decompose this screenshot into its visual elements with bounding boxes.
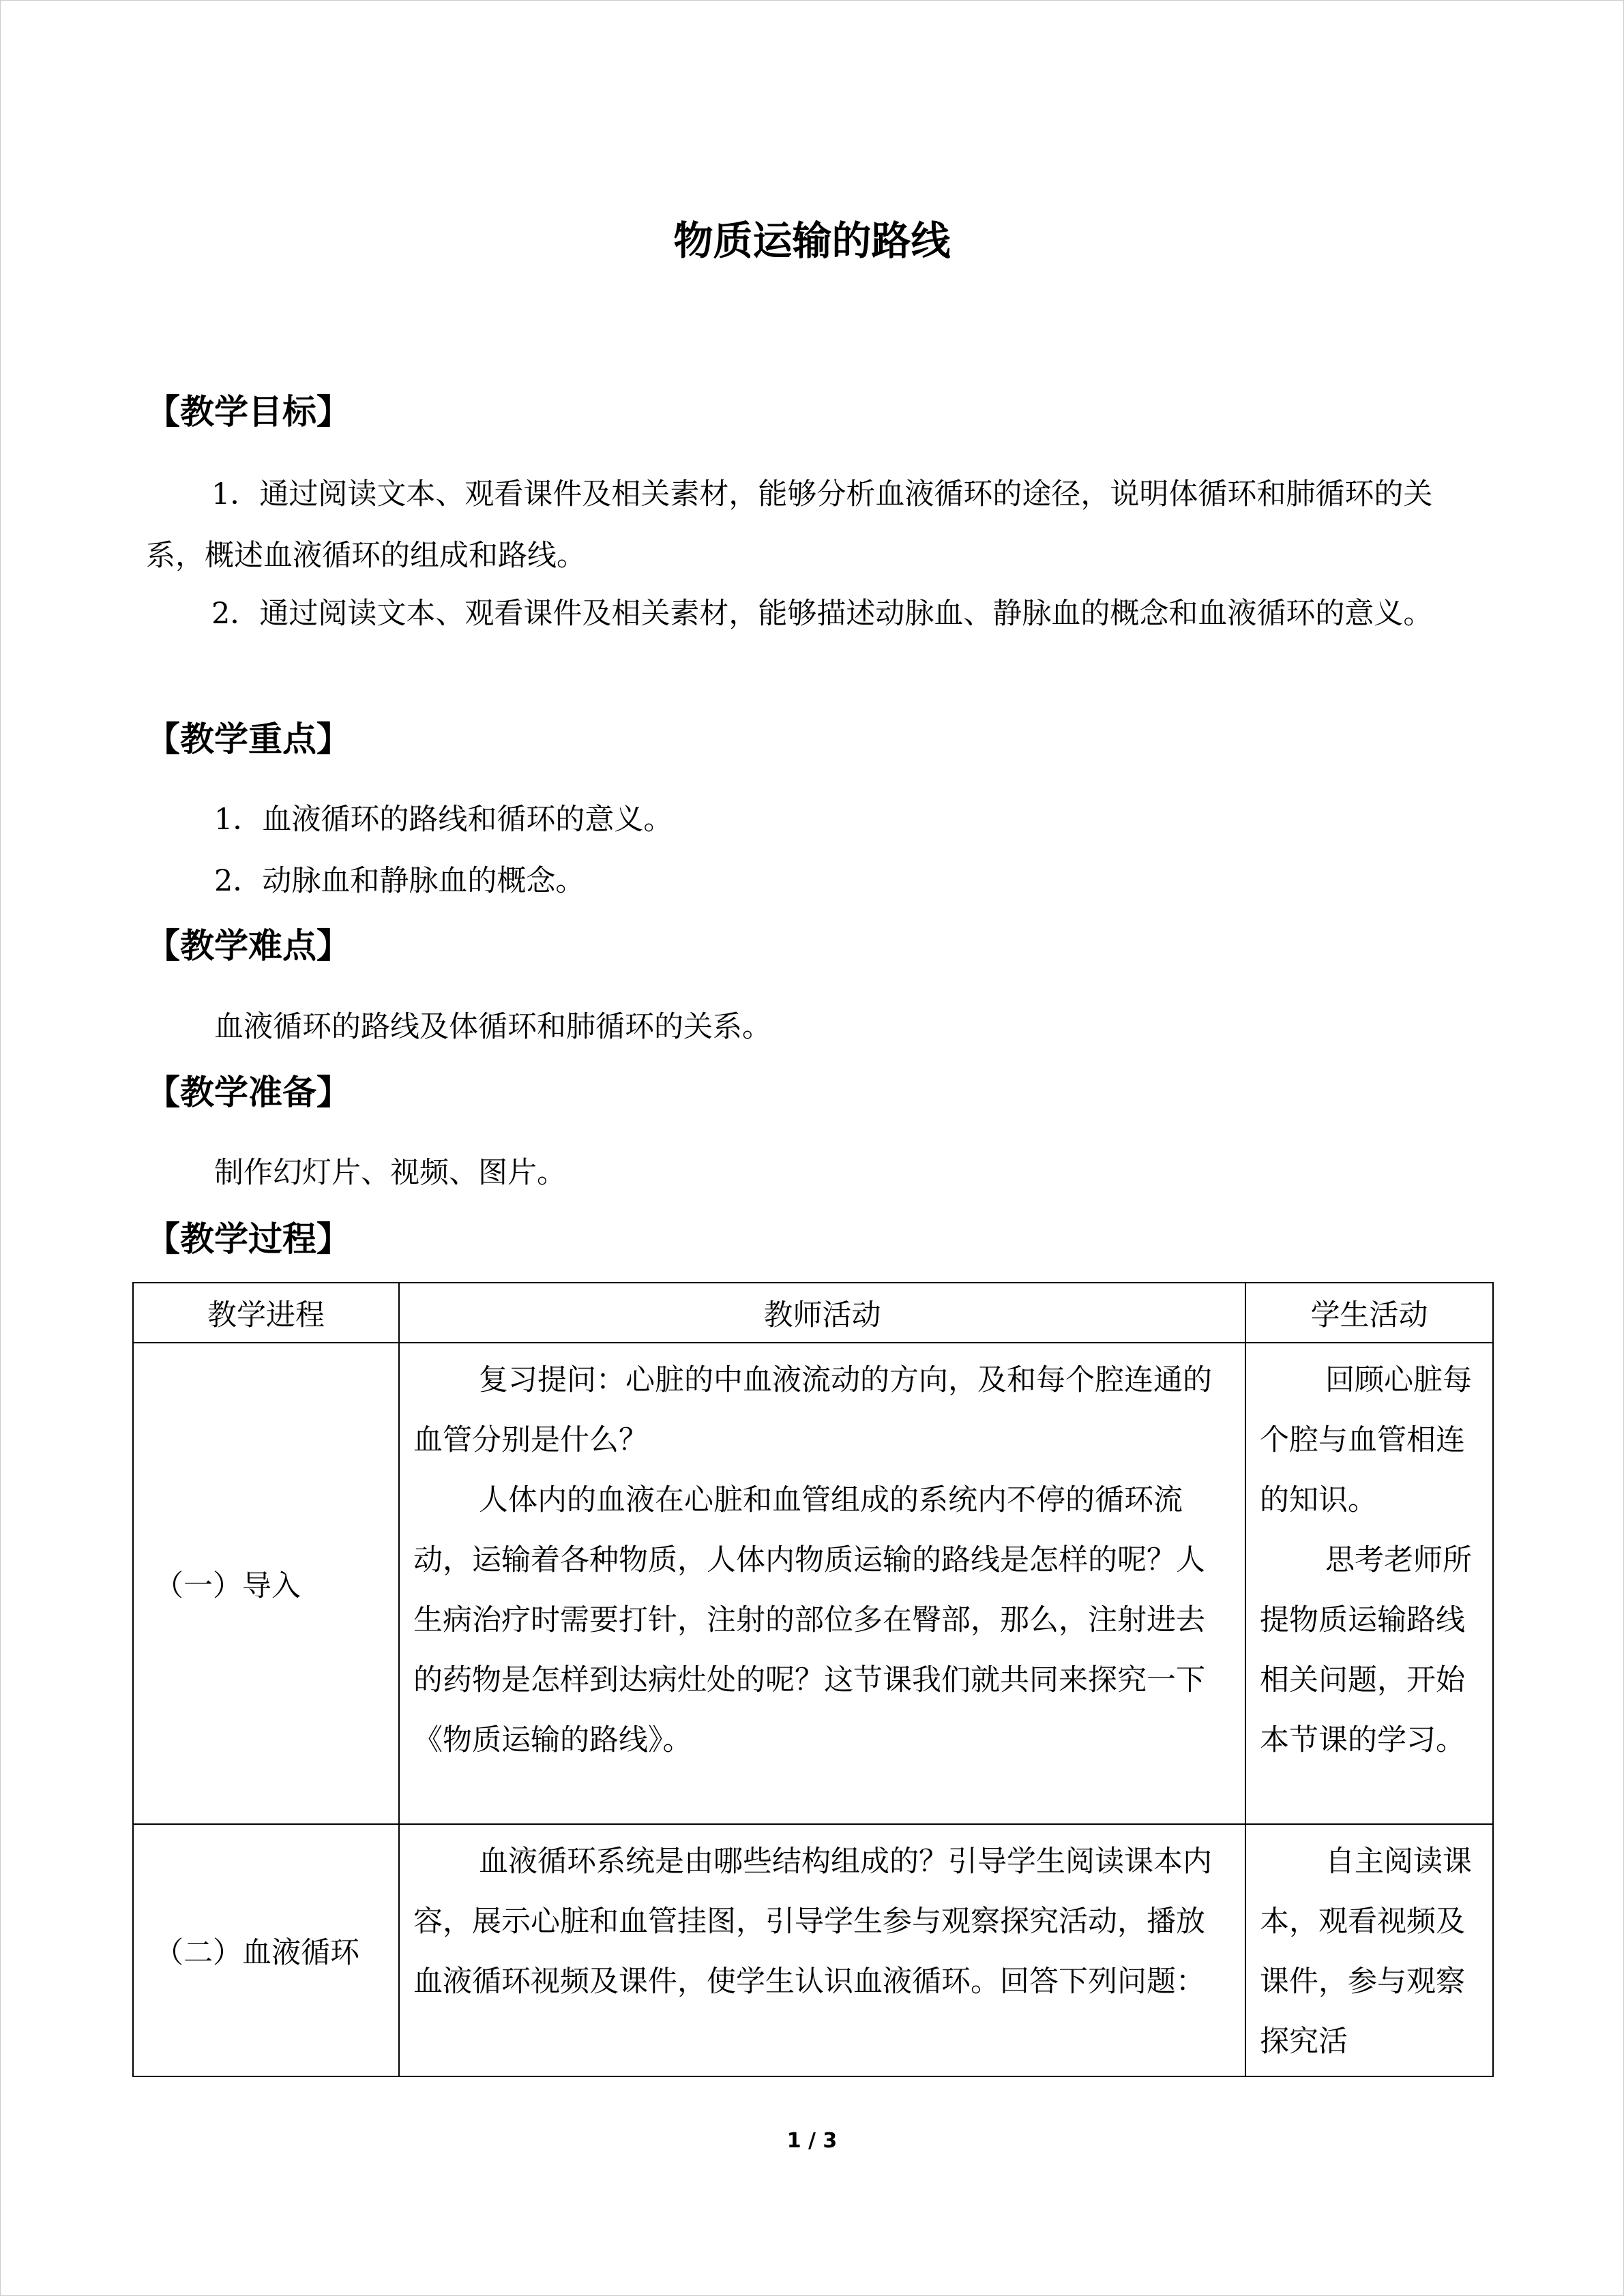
teacher-activity-cell	[399, 1343, 1245, 1824]
column-header-stage: 教学进程	[133, 1283, 399, 1343]
key-points-heading: 【教学重点】	[146, 719, 351, 759]
process-table	[132, 1282, 1494, 2077]
objective-item-2: 2．通过阅读文本、观看课件及相关素材，能够描述动脉血、静脉血的概念和血液循环的意义。	[211, 597, 1433, 631]
student-paragraph: 自主阅读课本，观看视频及课件，参与观察探究活	[1260, 1845, 1472, 2059]
stage-cell: （二）血液循环	[133, 1824, 399, 2076]
page-number: 1 / 3	[786, 2129, 838, 2153]
difficulties-text: 血液循环的路线及体循环和肺循环的关系。	[214, 1010, 771, 1044]
teacher-activity-cell	[399, 1824, 1245, 2076]
student-activity-cell	[1245, 1343, 1493, 1824]
student-paragraph: 思考老师所提物质运输路线相关问题，开始本节课的学习。	[1260, 1543, 1472, 1757]
teacher-paragraph: 复习提问：心脏的中血液流动的方向，及和每个腔连通的血管分别是什么？	[413, 1363, 1212, 1457]
teacher-paragraph: 人体内的血液在心脏和血管组成的系统内不停的循环流动，运输着各种物质，人体内物质运输的路线是怎样的呢？人生病治疗时需要打针，注射的部位多在臀部，那么，注射进去的药物是怎样到达病灶处的呢？这节课我们就共同来探究一下《物质运输的路线》。	[413, 1483, 1205, 1757]
process-heading: 【教学过程】	[146, 1219, 351, 1259]
preparation-text: 制作幻灯片、视频、图片。	[214, 1156, 566, 1190]
table-row	[133, 1824, 1493, 2076]
teacher-paragraph: 血液循环系统是由哪些结构组成的？引导学生阅读课本内容，展示心脏和血管挂图，引导学生参与观察探究活动，播放血液循环视频及课件，使学生认识血液循环。回答下列问题：	[413, 1845, 1212, 1999]
table-row	[133, 1343, 1493, 1824]
column-header-teacher: 教师活动	[399, 1283, 1245, 1343]
student-activity-cell	[1245, 1824, 1493, 2076]
table-header-row	[133, 1283, 1493, 1343]
key-point-item-2: 2．动脉血和静脉血的概念。	[214, 864, 585, 898]
column-header-student: 学生活动	[1245, 1283, 1493, 1343]
student-paragraph: 回顾心脏每个腔与血管相连的知识。	[1260, 1363, 1472, 1517]
stage-cell: （一）导入	[133, 1343, 399, 1824]
objectives-heading: 【教学目标】	[146, 392, 351, 432]
key-point-item-1: 1．血液循环的路线和循环的意义。	[214, 803, 673, 837]
page-title: 物质运输的路线	[673, 218, 951, 264]
preparation-heading: 【教学准备】	[146, 1073, 351, 1112]
difficulties-heading: 【教学难点】	[146, 926, 351, 966]
objective-item-1: 1．通过阅读文本、观看课件及相关素材，能够分析血液循环的途径，说明体循环和肺循环的关系，概述血液循环的组成和路线。	[146, 477, 1433, 573]
